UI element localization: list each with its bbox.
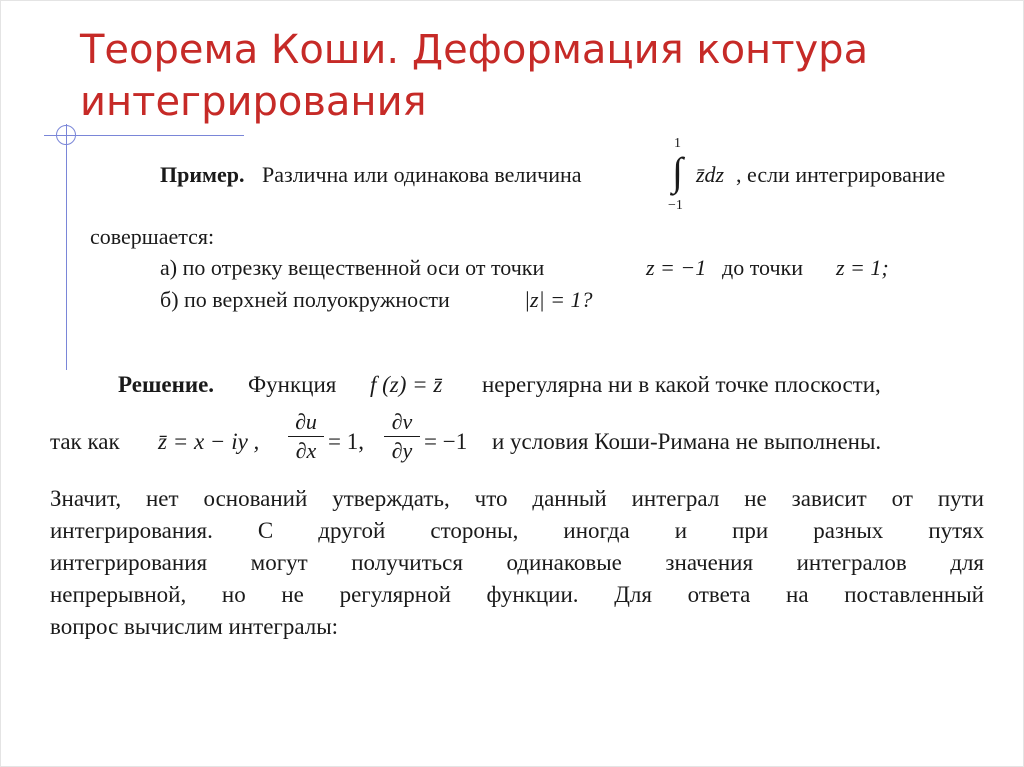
fraction-bar bbox=[288, 436, 324, 437]
integral-sign-icon: ∫ bbox=[672, 149, 683, 194]
paragraph-line: непрерывной, но не регулярной функции. Для ответа на поставленный bbox=[50, 582, 984, 607]
solution-text2: нерегулярна ни в какой точке плоскости, bbox=[482, 372, 881, 397]
decorative-vertical-line bbox=[66, 124, 67, 370]
paragraph-line: интегрирования могут получиться одинаковые значения интегралов для bbox=[50, 550, 984, 575]
equals-one: = 1, bbox=[328, 429, 364, 454]
solution-text1: Функция bbox=[248, 372, 337, 397]
paragraph-line: вопрос вычислим интегралы: bbox=[50, 614, 339, 639]
paragraph-line: Значит, нет оснований утверждать, что данный интеграл не зависит от пути bbox=[50, 486, 984, 511]
example-text-before: Различна или одинакова величина bbox=[262, 162, 582, 187]
fraction-du: ∂u bbox=[295, 409, 317, 434]
integrand: z̄dz bbox=[696, 162, 725, 187]
example-text-after: , если интегрирование bbox=[736, 162, 946, 187]
slide-title: Теорема Коши. Деформация контура интегрирования bbox=[80, 27, 869, 125]
function-definition: f (z) = z̄ bbox=[370, 372, 443, 397]
fraction-bar bbox=[384, 436, 420, 437]
paragraph-line: интегрирования. С другой стороны, иногда и при разных путях bbox=[50, 518, 984, 543]
zbar-definition: z̄ = x − iy , bbox=[158, 429, 260, 454]
integral-lower-limit: −1 bbox=[668, 198, 683, 213]
item-a-point2: z = 1; bbox=[836, 255, 889, 280]
example-label: Пример. bbox=[160, 162, 245, 187]
fraction-dv-dy bbox=[384, 410, 420, 463]
integral-upper-limit: 1 bbox=[674, 136, 681, 151]
solution-label: Решение. bbox=[118, 372, 215, 397]
line2-start: так как bbox=[50, 429, 120, 454]
example-line2: совершается: bbox=[90, 224, 215, 249]
decorative-circle bbox=[56, 125, 76, 145]
fraction-dy: ∂y bbox=[391, 438, 413, 463]
fraction-dv: ∂v bbox=[391, 409, 413, 434]
fraction-dx: ∂x bbox=[295, 438, 317, 463]
equals-minus-one: = −1 bbox=[424, 429, 468, 454]
line2-end: и условия Коши-Римана не выполнены. bbox=[492, 429, 882, 454]
item-b-text: б) по верхней полуокружности bbox=[160, 287, 450, 312]
item-a-point1: z = −1 bbox=[646, 255, 707, 280]
fraction-du-dx bbox=[288, 410, 324, 463]
item-a-text: а) по отрезку вещественной оси от точки bbox=[160, 255, 545, 280]
item-a-mid: до точки bbox=[722, 255, 803, 280]
item-b-formula: |z| = 1? bbox=[524, 287, 593, 312]
